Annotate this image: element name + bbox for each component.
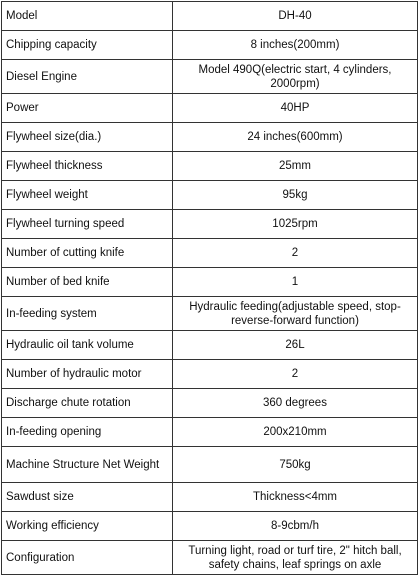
table-row [2, 31, 418, 60]
table-row [2, 152, 418, 181]
spec-value: 200x210mm [173, 418, 418, 447]
spec-value: 25mm [173, 152, 418, 181]
table-row [2, 360, 418, 389]
spec-label: Flywheel turning speed [2, 210, 173, 239]
table-row [2, 447, 418, 483]
spec-value: DH-40 [173, 2, 418, 31]
spec-value: Hydraulic feeding(adjustable speed, stop-reverse-forward function) [173, 297, 418, 331]
spec-label: Flywheel thickness [2, 152, 173, 181]
spec-label: Number of bed knife [2, 268, 173, 297]
spec-value: 8-9cbm/h [173, 512, 418, 541]
spec-label: Configuration [2, 541, 173, 575]
table-row [2, 297, 418, 331]
spec-label: Flywheel size(dia.) [2, 123, 173, 152]
spec-label: Discharge chute rotation [2, 389, 173, 418]
spec-value: 1025rpm [173, 210, 418, 239]
table-row [2, 268, 418, 297]
spec-label: Sawdust size [2, 483, 173, 512]
spec-value: 95kg [173, 181, 418, 210]
table-row [2, 181, 418, 210]
table-row [2, 210, 418, 239]
table-row [2, 389, 418, 418]
spec-value: 8 inches(200mm) [173, 31, 418, 60]
spec-value: 26L [173, 331, 418, 360]
table-row [2, 541, 418, 575]
spec-value: Turning light, road or turf tire, 2" hitch ball, safety chains, leaf springs on axle [173, 541, 418, 575]
spec-label: Hydraulic oil tank volume [2, 331, 173, 360]
table-row [2, 418, 418, 447]
spec-value: 1 [173, 268, 418, 297]
spec-value: Thickness<4mm [173, 483, 418, 512]
table-row [2, 94, 418, 123]
spec-value: Model 490Q(electric start, 4 cylinders, 2000rpm) [173, 60, 418, 94]
table-row [2, 331, 418, 360]
spec-label: In-feeding opening [2, 418, 173, 447]
table-row [2, 60, 418, 94]
spec-label: In-feeding system [2, 297, 173, 331]
spec-value: 360 degrees [173, 389, 418, 418]
table-row [2, 239, 418, 268]
table-row [2, 512, 418, 541]
spec-label: Power [2, 94, 173, 123]
table-row [2, 123, 418, 152]
spec-value: 2 [173, 239, 418, 268]
spec-label: Number of hydraulic motor [2, 360, 173, 389]
table-row [2, 483, 418, 512]
spec-label: Working efficiency [2, 512, 173, 541]
spec-value: 750kg [173, 447, 418, 483]
spec-label: Machine Structure Net Weight [2, 447, 173, 483]
spec-label: Model [2, 2, 173, 31]
spec-value: 24 inches(600mm) [173, 123, 418, 152]
specification-table [1, 1, 418, 575]
spec-label: Flywheel weight [2, 181, 173, 210]
spec-value: 40HP [173, 94, 418, 123]
spec-label: Diesel Engine [2, 60, 173, 94]
table-row [2, 2, 418, 31]
spec-value: 2 [173, 360, 418, 389]
spec-label: Chipping capacity [2, 31, 173, 60]
spec-label: Number of cutting knife [2, 239, 173, 268]
